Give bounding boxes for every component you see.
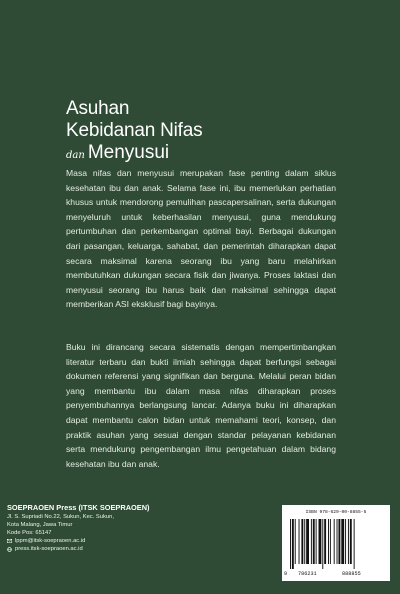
synopsis-paragraph-1: Masa nifas dan menyusui merupakan fase penting dalam siklus kesehatan ibu dan anak. Selama fase ini, ibu memerlukan perhatian khusus untuk mendorong pemulihan pascapersalinan, serta dukungan menyeluruh untuk keberhasilan menyusui, guna mendukung pertumbuhan dan perkembangan optimal bayi. Berbagai dukungan dari pasangan, keluarga, sahabat, dan pemerintah diharapkan dapat secara maksimal karena seorang ibu yang baru melahirkan membutuhkan dukungan secara fisik dan jiwanya. Proses laktasi dan menyusui seorang ibu harus baik dan maksimal sehingga dapat memberikan ASI eksklusif bagi bayinya.	[66, 168, 336, 310]
publisher-email[interactable]: lppm@itsk-soepraoen.ac.id	[15, 538, 86, 544]
publisher-address-2: Kota Malang, Jawa Timur	[7, 522, 73, 528]
barcode-bars	[290, 519, 382, 569]
publisher-email-row	[7, 537, 150, 545]
book-title	[66, 98, 202, 167]
publisher-website-row	[7, 545, 150, 553]
globe-icon	[7, 547, 12, 552]
title-connector: dan	[66, 150, 85, 161]
isbn-barcode	[282, 505, 390, 581]
synopsis-paragraph-2: Buku ini dirancang secara sistematis dengan mempertimbangkan literatur terbaru dan bukti ilmiah sehingga dapat berfungsi sebagai dokumen referensi yang signifikan dan berguna. Melalui peran bidan yang membantu ibu dalam masa nifas diharapkan proses penyembuhannya berlangsung lancar. Adanya buku ini diharapkan dapat membantu calon bidan untuk memahami teori, konsep, dan praktik asuhan yang sesuai dengan standar pelayanan kebidanan serta mendukung pengembangan ilmu pengetahuan dalam bidang kesehatan ibu dan anak.	[66, 342, 336, 469]
title-line-2: Kebidanan Nifas	[66, 120, 203, 141]
barcode-digits-right: 888855	[342, 571, 361, 577]
publisher-website[interactable]: press.itsk-soepraoen.ac.id	[15, 546, 83, 552]
isbn-label: ISBN 978-629-00-8855-5	[305, 510, 367, 515]
mail-icon	[7, 539, 12, 544]
publisher-block	[7, 503, 150, 553]
barcode-digit-lead: 9	[284, 571, 288, 577]
barcode-digits-left: 786231	[298, 571, 317, 577]
publisher-address-1: Jl. S. Supriadi No.22, Sukun, Kec. Sukun,	[7, 514, 114, 520]
title-line-1: Asuhan	[66, 98, 130, 119]
title-line-3	[66, 142, 202, 167]
publisher-postal: Kode Pos: 65147	[7, 530, 52, 536]
title-line-3-text: Menyusui	[87, 142, 170, 163]
publisher-name: SOEPRAOEN Press (ITSK SOEPRAOEN)	[7, 503, 150, 512]
